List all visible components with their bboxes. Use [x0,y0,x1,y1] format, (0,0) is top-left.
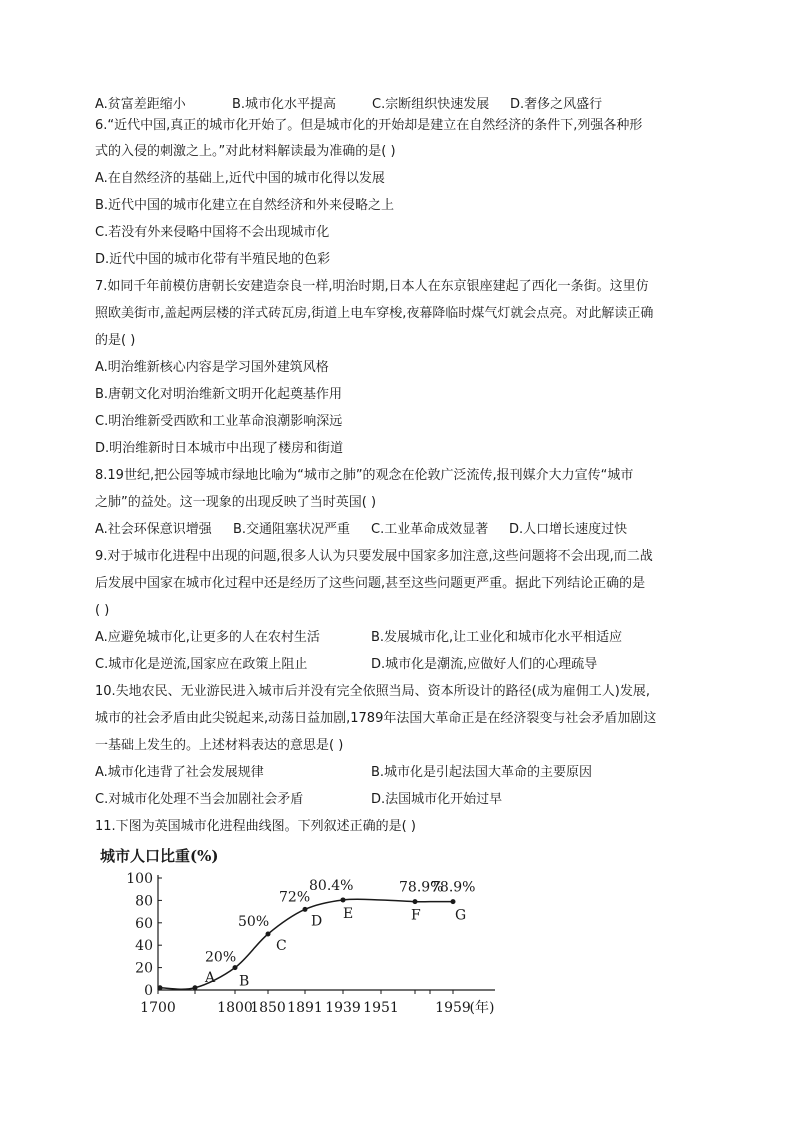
x-tick-label-1700: 1700 [140,1000,176,1016]
point-value-G: 78.9% [431,879,476,896]
q7-stem-line3: 的是( ) [95,333,136,348]
y-tick-label-20: 20 [135,960,153,977]
point-value-B: 20% [205,949,237,966]
q7-option-d: D.明治维新时日本城市中出现了楼房和街道 [95,441,344,456]
q6-stem-line2: 式的入侵的刺激之上。”对此材料解读最为准确的是( ) [95,144,396,159]
y-tick-label-60: 60 [135,915,153,932]
q6-option-c: C.若没有外来侵略中国将不会出现城市化 [95,225,330,240]
q8-option-a: A.社会环保意识增强 [95,522,212,537]
q5-option-d: D.奢侈之风盛行 [510,97,603,112]
x-tick-label-1800: 1800 [217,1000,253,1016]
y-tick-label-0: 0 [144,983,153,999]
q10-stem-line2: 城市的社会矛盾由此尖锐起来,动荡日益加剧,1789年法国大革命正是在经济裂变与社会矛盾加剧这 [95,711,657,726]
y-tick-label-80: 80 [135,893,153,910]
q8-option-b: B.交通阻塞状况严重 [233,522,351,537]
q5-option-a: A.贫富差距缩小 [95,97,186,112]
q7-option-a: A.明治维新核心内容是学习国外建筑风格 [95,360,329,375]
q8-stem-line1: 8.19世纪,把公园等城市绿地比喻为“城市之肺”的观念在伦敦广泛流传,报刊媒介大力宣传“城市 [95,468,634,483]
q10-stem-line1: 10.失地农民、无业游民进入城市后并没有完全依照当局、资本所设计的路径(成为雇佣工人)发展, [95,684,650,699]
point-D [303,907,308,912]
q6-option-b: B.近代中国的城市化建立在自然经济和外来侵略之上 [95,198,395,213]
q8-option-d: D.人口增长速度过快 [509,522,628,537]
q10-option-a: A.城市化违背了社会发展规律 [95,765,264,780]
q6-option-d: D.近代中国的城市化带有半殖民地的色彩 [95,252,331,267]
y-tick-label-100: 100 [126,871,153,887]
point-value-E: 80.4% [309,877,354,894]
x-tick-label-1939: 1939 [325,1000,361,1016]
x-axis-label: (年) [469,1000,495,1016]
point-label-A: A [205,969,216,986]
q6-stem-line1: 6.“近代中国,真正的城市化开始了。但是城市化的开始却是建立在自然经济的条件下,列强各种形 [95,118,643,133]
q7-option-c: C.明治维新受西欧和工业革命浪潮影响深远 [95,414,343,429]
q9-option-c: C.城市化是逆流,国家应在政策上阻止 [95,657,308,672]
q9-stem-line3: ( ) [95,603,110,618]
q7-stem-line1: 7.如同千年前模仿唐朝长安建造奈良一样,明治时期,日本人在东京银座建起了西化一条街。这里仿 [95,279,649,294]
point-G [451,899,456,904]
point-value-C: 50% [238,914,270,930]
urbanization-chart-svg [95,843,515,1028]
q6-option-a: A.在自然经济的基础上,近代中国的城市化得以发展 [95,171,385,186]
q9-stem-line1: 9.对于城市化进程中出现的问题,很多人认为只要发展中国家多加注意,这些问题将不会出现,而二战 [95,549,653,564]
chart-title: 城市人口比重(%) [100,847,219,865]
point-value-F: 78.9% [399,879,444,896]
point-C [266,932,271,937]
q8-option-c: C.工业革命成效显著 [371,522,489,537]
point-label-B: B [239,973,250,990]
point-label-G: G [455,907,467,924]
x-tick-label-1959: 1959 [435,1000,471,1016]
point-E [341,897,346,902]
q5-option-b: B.城市化水平提高 [232,97,337,112]
q10-option-c: C.对城市化处理不当会加剧社会矛盾 [95,792,304,807]
point-B [233,965,238,970]
x-tick-label-1951: 1951 [363,1000,399,1016]
q11-stem: 11.下图为英国城市化进程曲线图。下列叙述正确的是( ) [95,819,416,834]
point-value-D: 72% [279,889,311,906]
y-tick-label-40: 40 [135,938,153,955]
point-A [193,985,198,990]
q9-option-b: B.发展城市化,让工业化和城市化水平相适应 [371,630,623,645]
point-label-E: E [343,905,354,922]
x-tick-label-1891: 1891 [287,1000,323,1016]
point-label-C: C [276,938,287,954]
curve-start-dot [158,985,163,990]
q10-stem-line3: 一基础上发生的。上述材料表达的意思是( ) [95,738,344,753]
point-label-F: F [411,907,421,924]
urbanization-chart [95,843,515,1028]
q9-option-a: A.应避免城市化,让更多的人在农村生活 [95,630,320,645]
q9-option-d: D.城市化是潮流,应做好人们的心理疏导 [371,657,598,672]
q5-option-c: C.宗断组织快速发展 [372,97,490,112]
q7-stem-line2: 照欧美街市,盖起两层楼的洋式砖瓦房,街道上电车穿梭,夜幕降临时煤气灯就会点亮。对此解读正确 [95,306,654,321]
urbanization-curve [160,899,453,989]
x-tick-label-1850: 1850 [250,1000,286,1016]
q8-stem-line2: 之肺”的益处。这一现象的出现反映了当时英国( ) [95,495,377,510]
q9-stem-line2: 后发展中国家在城市化过程中还是经历了这些问题,甚至这些问题更严重。据此下列结论正确的是 [95,576,646,591]
point-F [413,899,418,904]
q7-option-b: B.唐朝文化对明治维新文明开化起奠基作用 [95,387,343,402]
q10-option-b: B.城市化是引起法国大革命的主要原因 [371,765,593,780]
q10-option-d: D.法国城市化开始过早 [371,792,503,807]
point-label-D: D [311,913,323,930]
